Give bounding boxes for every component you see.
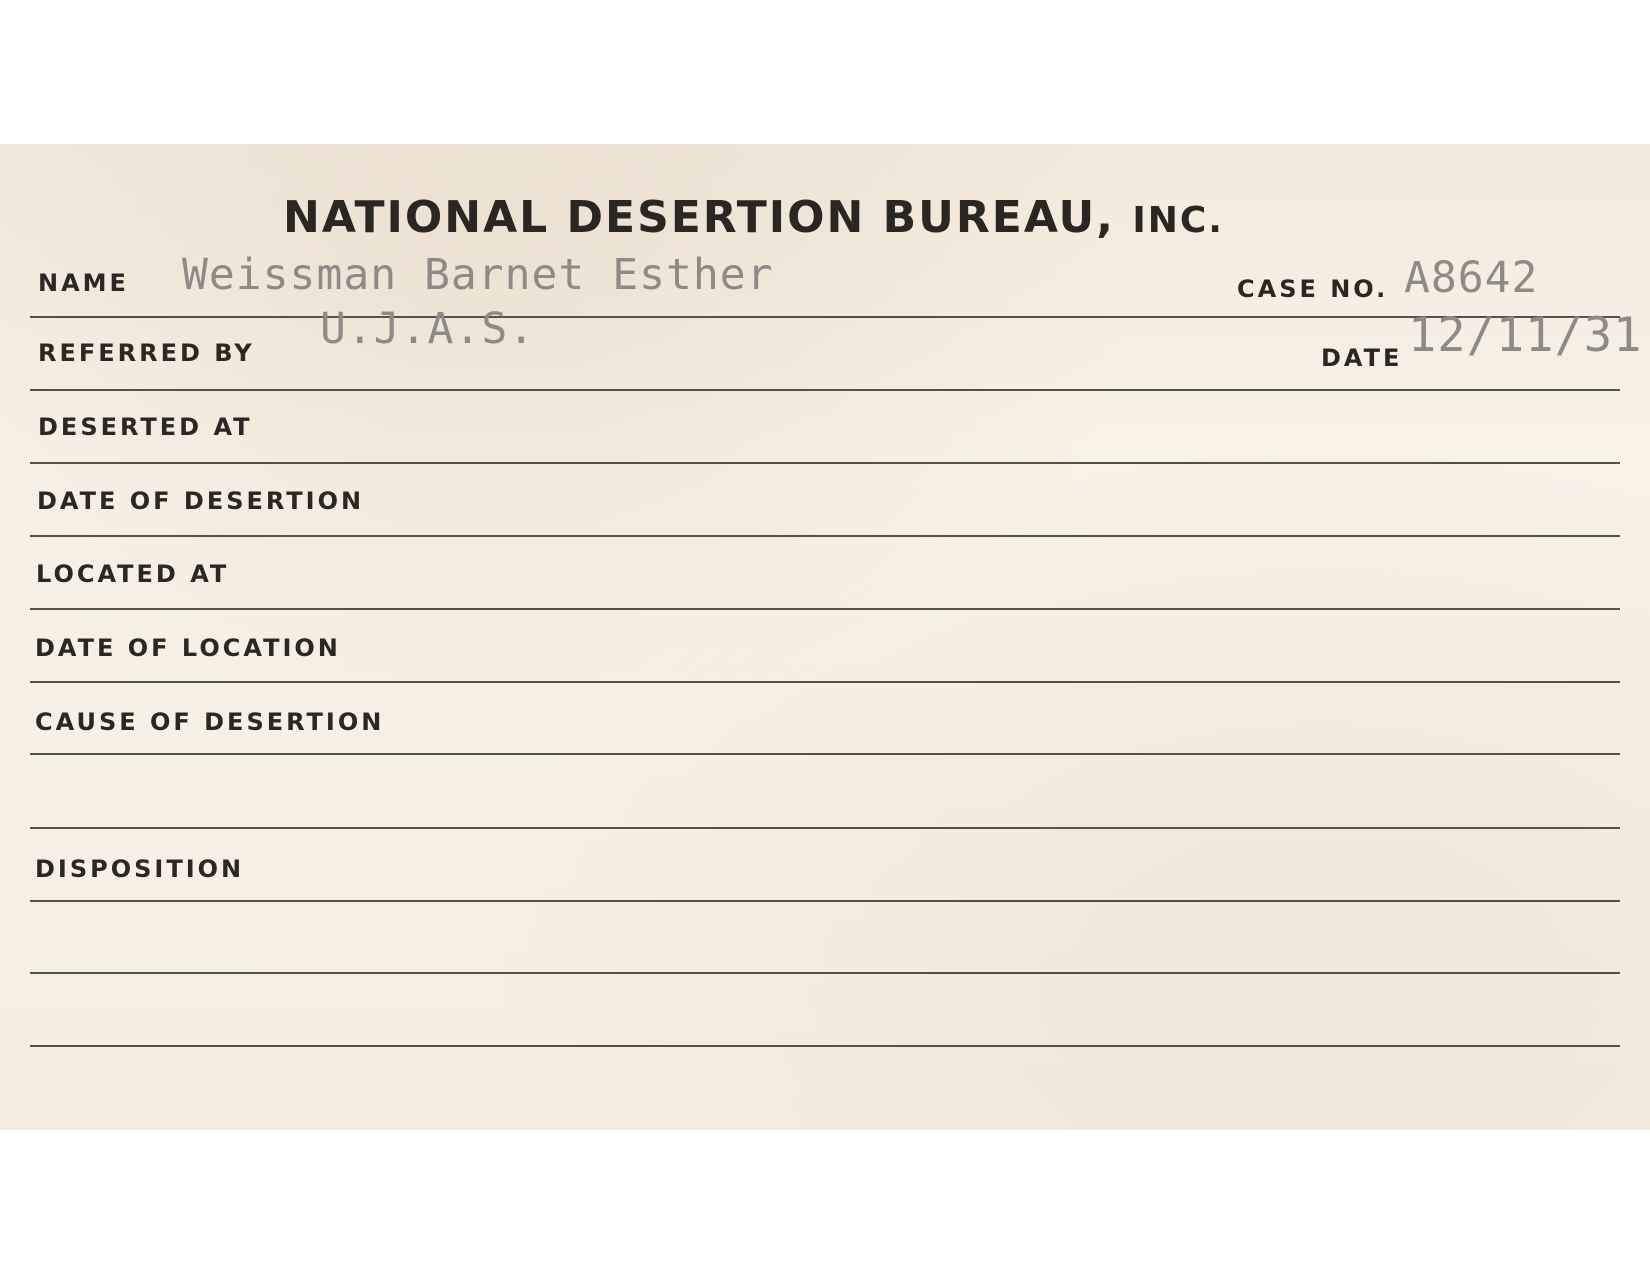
cause-of-desertion-label: CAUSE OF DESERTION — [35, 708, 385, 736]
referred-by-label: REFERRED BY — [38, 339, 255, 367]
date-of-location-label: DATE OF LOCATION — [35, 634, 341, 662]
disposition-line-3 — [30, 1045, 1620, 1047]
title-text: NATIONAL DESERTION BUREAU, — [283, 192, 1115, 243]
referred-by-line — [30, 389, 1620, 391]
date-value: 12/11/31 — [1408, 308, 1643, 363]
located-at-line — [30, 608, 1620, 610]
deserted-at-line — [30, 462, 1620, 464]
disposition-label: DISPOSITION — [35, 855, 245, 883]
disposition-line — [30, 900, 1620, 902]
date-of-desertion-line — [30, 535, 1620, 537]
date-label: DATE — [1321, 344, 1403, 372]
name-label: NAME — [38, 269, 129, 297]
disposition-line-2 — [30, 972, 1620, 974]
date-of-location-line — [30, 681, 1620, 683]
date-of-desertion-label: DATE OF DESERTION — [37, 487, 365, 515]
located-at-label: LOCATED AT — [36, 560, 230, 588]
name-line — [30, 316, 1620, 318]
name-value: Weissman Barnet Esther — [182, 250, 774, 300]
card-title — [283, 192, 1224, 243]
cause-of-desertion-line-2 — [30, 827, 1620, 829]
referred-by-value: U.J.A.S. — [320, 304, 536, 354]
case-no-label: CASE NO. — [1237, 275, 1389, 303]
case-no-value: A8642 — [1404, 253, 1539, 303]
deserted-at-label: DESERTED AT — [38, 413, 253, 441]
index-card — [0, 144, 1650, 1130]
cause-of-desertion-line — [30, 753, 1620, 755]
title-suffix: INC. — [1132, 200, 1224, 241]
